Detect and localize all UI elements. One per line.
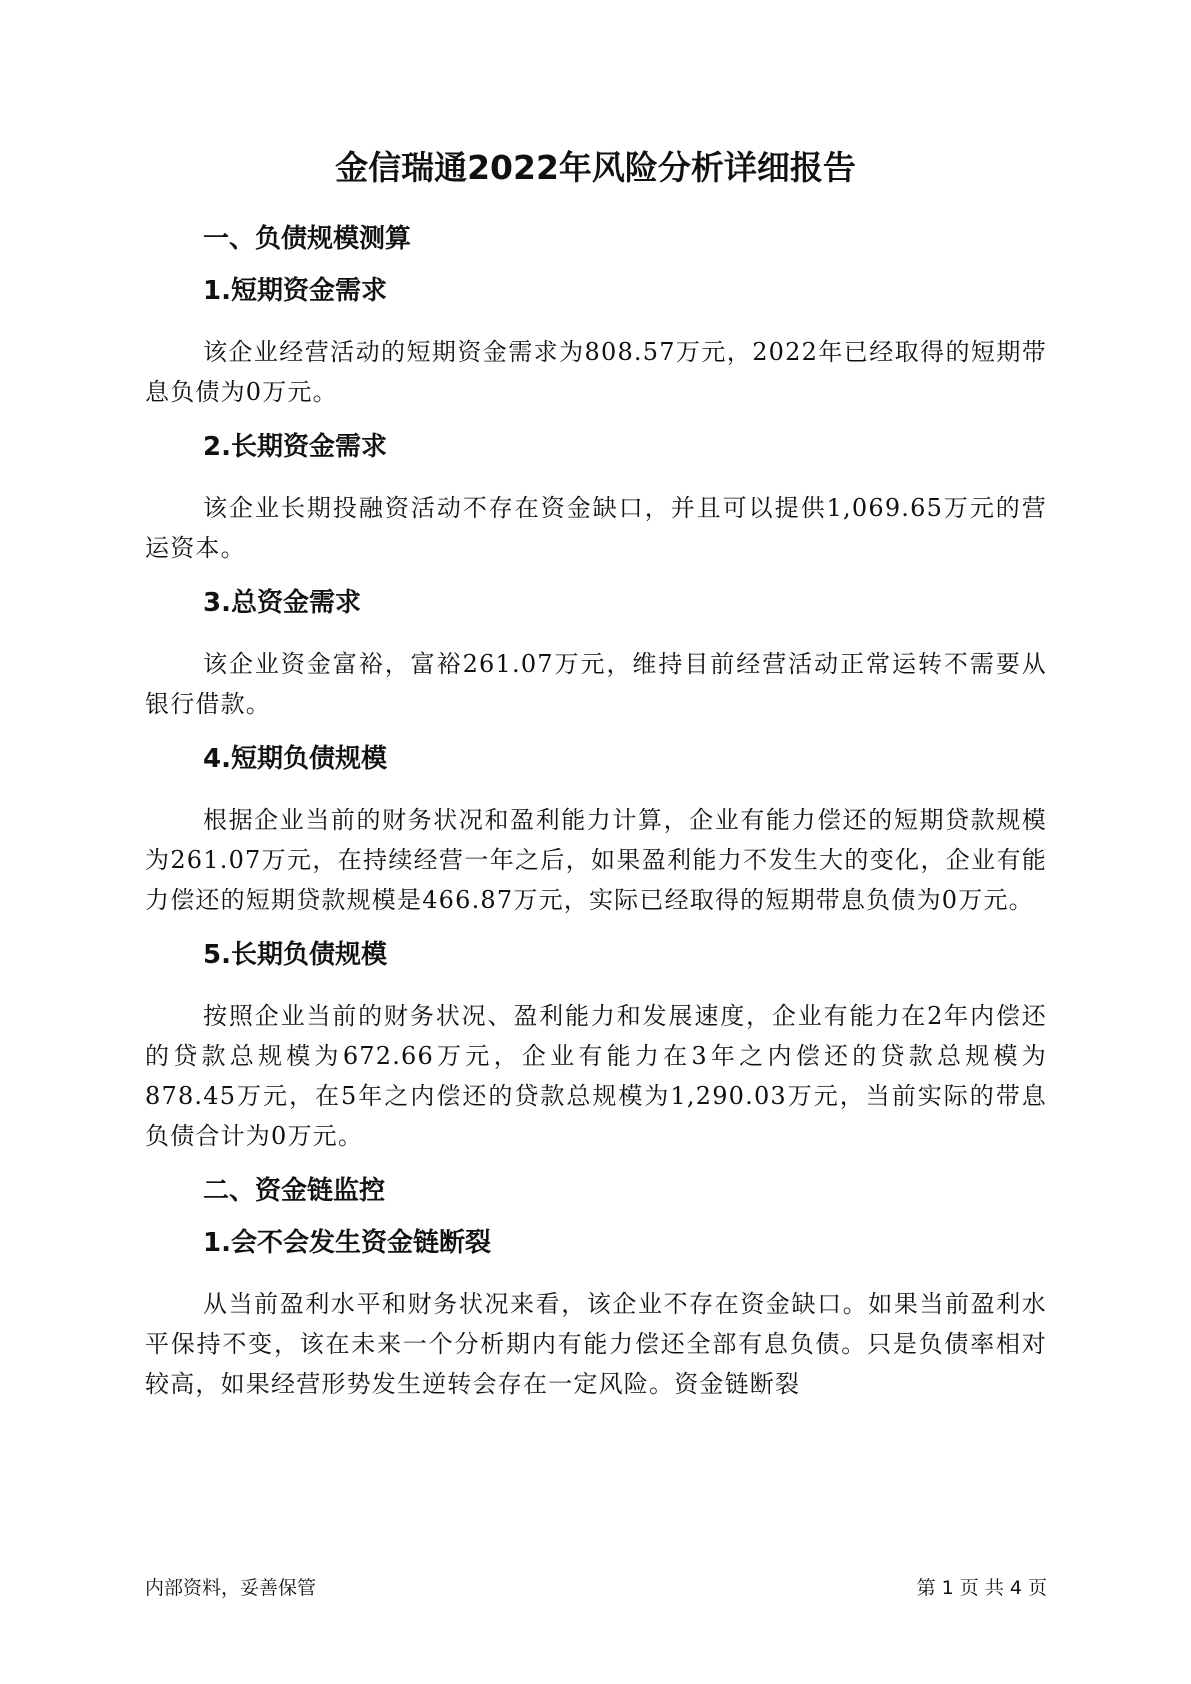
paragraph-long-term-funding: 该企业长期投融资活动不存在资金缺口，并且可以提供1,069.65万元的营运资本。 xyxy=(145,494,1047,562)
subsection-heading-short-term-funding: 1.短期资金需求 xyxy=(203,276,387,306)
section-heading-debt-scale: 一、负债规模测算 xyxy=(203,224,412,254)
subsection-heading-long-term-funding: 2.长期资金需求 xyxy=(203,432,387,462)
document-title: 金信瑞通2022年风险分析详细报告 xyxy=(335,148,856,187)
footer-page-number: 第 1 页 共 4 页 xyxy=(916,1577,1047,1599)
paragraph-long-term-debt: 按照企业当前的财务状况、盈利能力和发展速度，企业有能力在2年内偿还的贷款总规模为672.66万元，企业有能力在3年之内偿还的贷款总规模为878.45万元，在5年之内偿还的贷款总规模为1,290.03万元，当前实际的带息负债合计为0万元。 xyxy=(145,1002,1047,1150)
document-body xyxy=(145,222,1047,1422)
subsection-heading-long-term-debt: 5.长期负债规模 xyxy=(203,940,387,970)
section-heading-cash-chain: 二、资金链监控 xyxy=(203,1176,386,1206)
paragraph-short-term-funding: 该企业经营活动的短期资金需求为808.57万元，2022年已经取得的短期带息负债为0万元。 xyxy=(145,338,1047,406)
subsection-heading-cash-chain-break: 1.会不会发生资金链断裂 xyxy=(203,1228,491,1258)
paragraph-short-term-debt: 根据企业当前的财务状况和盈利能力计算，企业有能力偿还的短期贷款规模为261.07万元，在持续经营一年之后，如果盈利能力不发生大的变化，企业有能力偿还的短期贷款规模是466.87万元，实际已经取得的短期带息负债为0万元。 xyxy=(145,806,1047,914)
footer-confidential-note: 内部资料，妥善保管 xyxy=(145,1577,317,1599)
paragraph-total-funding: 该企业资金富裕，富裕261.07万元，维持目前经营活动正常运转不需要从银行借款。 xyxy=(145,650,1047,718)
subsection-heading-short-term-debt: 4.短期负债规模 xyxy=(203,744,387,774)
paragraph-cash-chain-break: 从当前盈利水平和财务状况来看，该企业不存在资金缺口。如果当前盈利水平保持不变，该在未来一个分析期内有能力偿还全部有息负债。只是负债率相对较高，如果经营形势发生逆转会存在一定风险。资金链断裂 xyxy=(145,1290,1047,1398)
subsection-heading-total-funding: 3.总资金需求 xyxy=(203,588,361,618)
